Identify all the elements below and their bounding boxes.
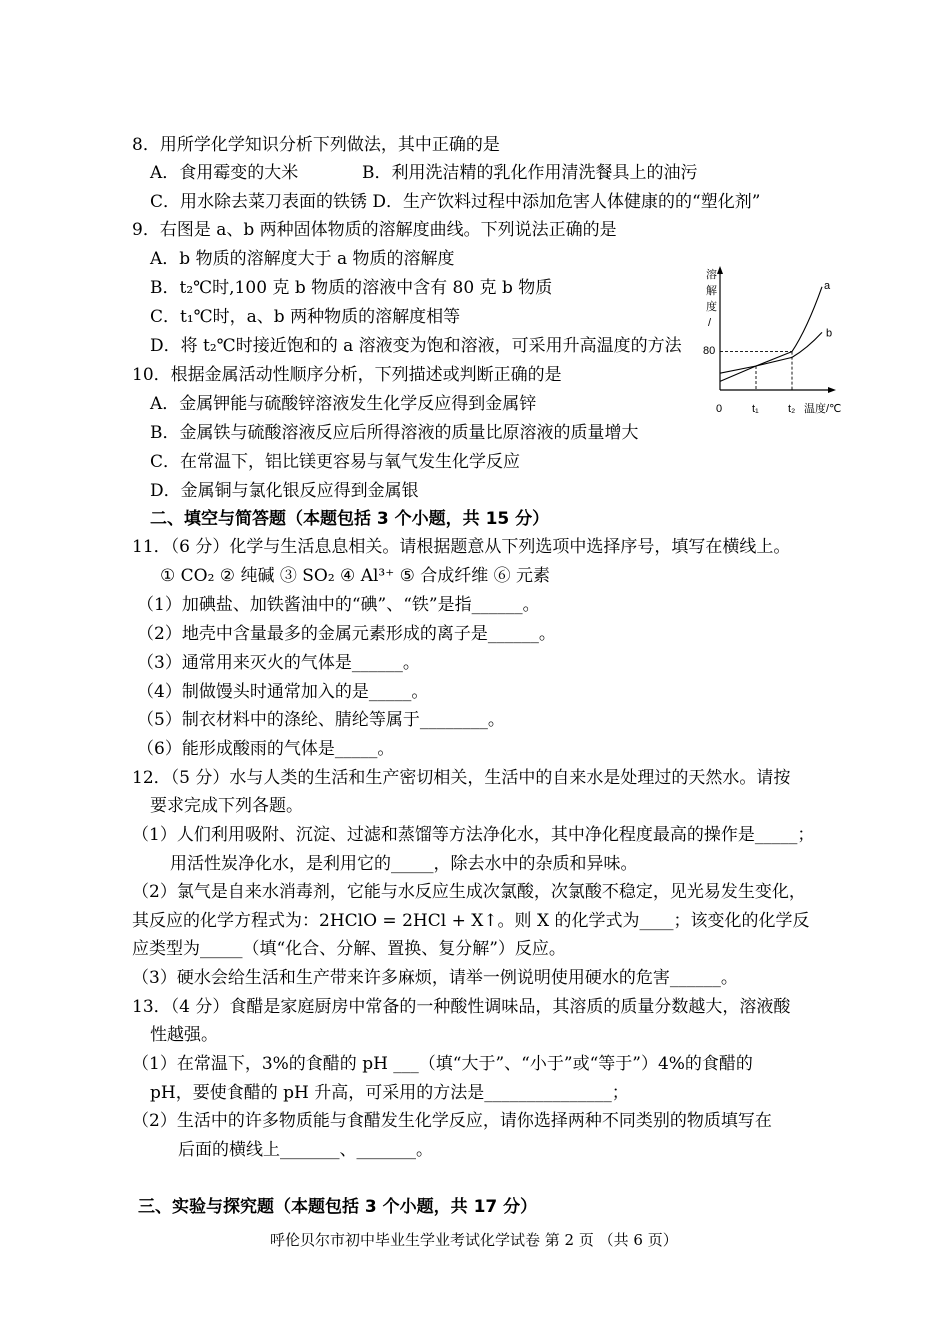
q11-sub-1: （1）加碘盐、加铁酱油中的“碘”、“铁”是指______。: [137, 595, 540, 615]
q11-sub-3: （3）通常用来灭火的气体是______。: [137, 653, 420, 673]
q12-stem-line-1: 12．（5 分）水与人类的生活和生产密切相关，生活中的自来水是处理过的天然水。请按: [132, 768, 791, 788]
x-tick-t1: t₁: [752, 403, 759, 415]
y-tick-80: 80: [703, 345, 716, 357]
y-axis-label: [706, 267, 717, 329]
q10-option-d: D．金属铜与氯化银反应得到金属银: [150, 481, 419, 501]
q12-part-2-line-3: 应类型为_____（填“化合、分解、置换、复分解”）反应。: [132, 939, 566, 959]
q13-part-1-line-1: （1）在常温下，3%的食醋的 pH ___（填“大于”、“小于”或“等于”）4%的食醋的: [132, 1054, 753, 1074]
q12-part-2-line-1: （2）氯气是自来水消毒剂，它能与水反应生成次氯酸，次氯酸不稳定，见光易发生变化，: [132, 882, 806, 902]
q10-option-c: C．在常温下，铝比镁更容易与氧气发生化学反应: [150, 452, 521, 472]
q12-part-1-line-2: 用活性炭净化水，是利用它的_____，除去水中的杂质和异味。: [170, 854, 638, 874]
q11-sub-6: （6）能形成酸雨的气体是_____。: [137, 739, 395, 759]
q13-part-2-line-2: 后面的横线上_______、_______。: [178, 1140, 433, 1160]
x-tick-t2: t₂: [788, 403, 796, 415]
y-axis-arrow: [717, 266, 723, 274]
y-label-char: 解: [706, 285, 717, 297]
q8-stem: 8．用所学化学知识分析下列做法，其中正确的是: [132, 135, 500, 155]
y-label-char: 溶: [706, 269, 717, 281]
q11-options: ① CO₂ ② 纯碱 ③ SO₂ ④ Al³⁺ ⑤ 合成纤维 ⑥ 元素: [160, 566, 551, 586]
section-2-title: 二、填空与简答题（本题包括 3 个小题，共 15 分）: [150, 509, 550, 529]
q11-stem: 11．（6 分）化学与生活息息相关。请根据题意从下列选项中选择序号，填写在横线上。: [132, 537, 791, 557]
y-label-char: 度: [706, 301, 717, 313]
q8-option-a: A．食用霉变的大米: [150, 163, 299, 183]
q13-stem-line-1: 13．（4 分）食醋是家庭厨房中常备的一种酸性调味品，其溶质的质量分数越大，溶液酸: [132, 997, 791, 1017]
q8-option-b: B．利用洗洁精的乳化作用清洗餐具上的油污: [362, 163, 698, 183]
q9-option-c: C．t₁℃时，a、b 两种物质的溶解度相等: [150, 307, 461, 327]
x-axis-arrow: [828, 387, 836, 393]
page-footer: 呼伦贝尔市初中毕业生学业考试化学试卷 第 2 页 （共 6 页）: [270, 1231, 678, 1249]
q12-part-2-line-2: 其反应的化学方程式为：2HClO = 2HCl + X↑。则 X 的化学式为____；该变化的化学反: [132, 911, 810, 931]
q13-part-2-line-1: （2）生活中的许多物质能与食醋发生化学反应，请你选择两种不同类别的物质填写在: [132, 1111, 772, 1131]
q12-part-3: （3）硬水会给生活和生产带来许多麻烦，请举一例说明使用硬水的危害______。: [132, 968, 738, 988]
q9-option-d: D．将 t₂℃时接近饱和的 a 溶液变为饱和溶液，可采用升高温度的方法: [150, 336, 682, 356]
q13-stem-line-2: 性越强。: [150, 1025, 218, 1045]
q8-option-cd: C．用水除去菜刀表面的铁锈 D．生产饮料过程中添加危害人体健康的的“塑化剂”: [150, 192, 761, 212]
origin-label: 0: [716, 403, 723, 415]
y-label-char: /: [708, 317, 712, 329]
q11-sub-4: （4）制做馒头时通常加入的是_____。: [137, 682, 429, 702]
q9-option-b: B．t₂℃时,100 克 b 物质的溶液中含有 80 克 b 物质: [150, 278, 553, 298]
q11-sub-5: （5）制衣材料中的涤纶、腈纶等属于________。: [137, 710, 505, 730]
curve-a: [720, 287, 822, 382]
x-axis-label: 温度/℃: [804, 403, 842, 415]
section-3-title: 三、实验与探究题（本题包括 3 个小题，共 17 分）: [138, 1197, 538, 1217]
q10-stem: 10．根据金属活动性顺序分析，下列描述或判断正确的是: [132, 365, 562, 385]
solubility-chart: [700, 262, 860, 422]
series-label-b: b: [826, 327, 833, 340]
curve-b: [720, 332, 822, 373]
series-label-a: a: [824, 279, 831, 292]
q11-sub-2: （2）地壳中含量最多的金属元素形成的离子是______。: [137, 624, 556, 644]
q9-option-a: A．b 物质的溶解度大于 a 物质的溶解度: [150, 249, 455, 269]
q10-option-a: A．金属钾能与硫酸锌溶液发生化学反应得到金属锌: [150, 394, 537, 414]
q9-stem: 9．右图是 a、b 两种固体物质的溶解度曲线。下列说法正确的是: [132, 220, 617, 240]
q10-option-b: B．金属铁与硫酸溶液反应后所得溶液的质量比原溶液的质量增大: [150, 423, 639, 443]
q13-part-1-line-2: pH，要使食醋的 pH 升高，可采用的方法是_______________；: [150, 1083, 629, 1103]
q12-part-1-line-1: （1）人们利用吸附、沉淀、过滤和蒸馏等方法净化水，其中净化程度最高的操作是_____；: [132, 825, 815, 845]
q12-stem-line-2: 要求完成下列各题。: [150, 796, 303, 816]
